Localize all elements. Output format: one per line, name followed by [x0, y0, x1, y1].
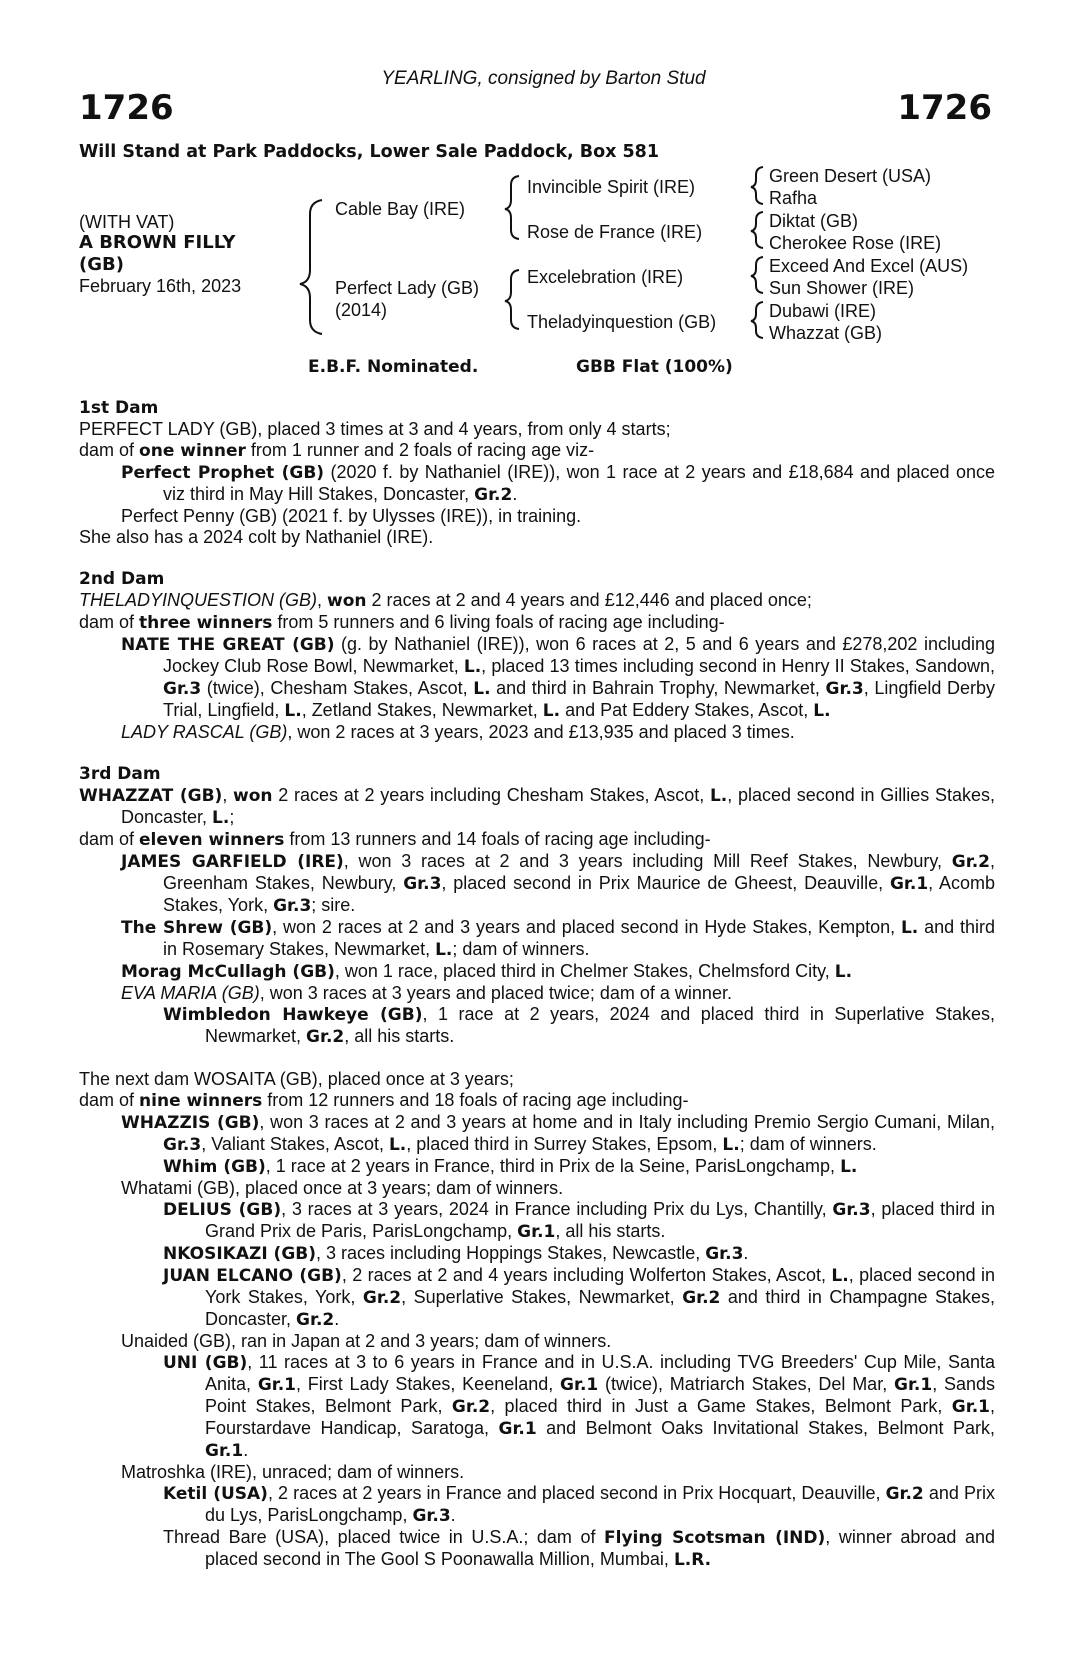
gen3-5: Exceed And Excel (AUS) [769, 256, 969, 276]
sire-sire: Invincible Spirit (IRE) [527, 177, 696, 197]
gbb-flat: GBB Flat (100%) [576, 357, 733, 377]
gen3-7: Dubawi (IRE) [769, 301, 877, 321]
paragraph: dam of three winners from 5 runners and 6 living foals of racing age including- [79, 612, 725, 633]
paragraph: She also has a 2024 colt by Nathaniel (IRE). [79, 527, 434, 547]
gen3-1: Green Desert (USA) [769, 166, 932, 186]
foaling-date: February 16th, 2023 [79, 276, 242, 296]
gen3-2: Rafha [769, 188, 818, 208]
gen3-8: Whazzat (GB) [769, 323, 883, 343]
dam-year: (2014) [335, 300, 388, 320]
section-2nd-dam: 2nd Dam [79, 569, 165, 589]
sire-dam: Rose de France (IRE) [527, 222, 703, 242]
vat-note: (WITH VAT) [79, 212, 175, 232]
lot-number-right: 1726 [897, 88, 992, 128]
section-1st-dam: 1st Dam [79, 398, 159, 418]
paragraph: dam of eleven winners from 13 runners and 14 foals of racing age including- [79, 829, 711, 850]
paragraph: Perfect Prophet (GB) (2020 f. by Nathaniel (IRE)), won 1 race at 2 years and £18,684 and placed once viz third in May Hill Stakes, Doncaster, Gr.2. [121, 462, 995, 505]
paragraph: dam of nine winners from 12 runners and 18 foals of racing age including- [79, 1090, 689, 1111]
paragraph: DELIUS (GB), 3 races at 3 years, 2024 in France including Prix du Lys, Chantilly, Gr.3, placed third in Grand Prix de Paris, ParisLongchamp, Gr.1, all his starts. [163, 1199, 995, 1242]
paragraph: NATE THE GREAT (GB) (g. by Nathaniel (IRE)), won 6 races at 2, 5 and 6 years and £278,202 including Jockey Club Rose Bowl, Newmarket, L., placed 13 times including second in Henry II Stakes, Sandown, Gr.3 (twice), Chesham Stakes, Ascot, L. and third in Bahrain Trophy, Newmarket, Gr.3, Lingfield Derby Trial, Lingfield, L., Zetland Stakes, Newmarket, L. and Pat Eddery Stakes, Ascot, L. [121, 634, 995, 721]
paragraph: The Shrew (GB), won 2 races at 2 and 3 years and placed second in Hyde Stakes, Kempton, L. and third in Rosemary Stakes, Newmarket, L.; dam of winners. [121, 917, 995, 960]
section-3rd-dam: 3rd Dam [79, 764, 161, 784]
paragraph: JUAN ELCANO (GB), 2 races at 2 and 4 years including Wolferton Stakes, Ascot, L., placed second in York Stakes, York, Gr.2, Superlative Stakes, Newmarket, Gr.2 and third in Champagne Stakes, Doncaster, Gr.2. [163, 1265, 995, 1330]
dam-sire: Excelebration (IRE) [527, 267, 684, 287]
paragraph: THELADYINQUESTION (GB), won 2 races at 2 and 4 years and £12,446 and placed once; [79, 590, 812, 611]
paragraph: Morag McCullagh (GB), won 1 race, placed third in Chelmer Stakes, Chelmsford City, L. [121, 961, 853, 982]
paragraph: dam of one winner from 1 runner and 2 foals of racing age viz- [79, 440, 595, 461]
paragraph: Thread Bare (USA), placed twice in U.S.A.; dam of Flying Scotsman (IND), winner abroad and placed second in The Gool S Poonawalla Million, Mumbai, L.R. [163, 1527, 996, 1570]
paragraph: UNI (GB), 11 races at 3 to 6 years in France and in U.S.A. including TVG Breeders' Cup Mile, Santa Anita, Gr.1, First Lady Stakes, Keeneland, Gr.1 (twice), Matriarch Stakes, Del Mar, Gr.1, Sands Point Stakes, Belmont Park, Gr.2, placed third in Just a Game Stakes, Belmont Park, Gr.1, Fourstardave Handicap, Saratoga, Gr.1 and Belmont Oaks Invitational Stakes, Belmont Park, Gr.1. [163, 1352, 996, 1461]
horse-name: A BROWN FILLY [79, 232, 236, 253]
consignment-line: YEARLING, consigned by Barton Stud [381, 68, 706, 89]
paragraph: The next dam WOSAITA (GB), placed once at 3 years; [79, 1069, 514, 1089]
paragraph: Wimbledon Hawkeye (GB), 1 race at 2 years, 2024 and placed third in Superlative Stakes, Newmarket, Gr.2, all his starts. [163, 1004, 995, 1047]
horse-name-country: (GB) [79, 254, 124, 275]
paragraph: Matroshka (IRE), unraced; dam of winners. [121, 1462, 465, 1482]
paragraph: WHAZZAT (GB), won 2 races at 2 years including Chesham Stakes, Ascot, L., placed second in Gillies Stakes, Doncaster, L.; [79, 785, 996, 828]
lot-number-left: 1726 [79, 88, 174, 128]
ebf-nomination: E.B.F. Nominated. [308, 357, 479, 377]
paragraph: Ketil (USA), 2 races at 2 years in France and placed second in Prix Hocquart, Deauville, Gr.2 and Prix du Lys, ParisLongchamp, Gr.3. [163, 1483, 995, 1526]
paragraph: PERFECT LADY (GB), placed 3 times at 3 and 4 years, from only 4 starts; [79, 419, 671, 439]
stand-location: Will Stand at Park Paddocks, Lower Sale Paddock, Box 581 [79, 142, 660, 162]
paragraph: Whatami (GB), placed once at 3 years; dam of winners. [121, 1178, 564, 1198]
paragraph: Whim (GB), 1 race at 2 years in France, third in Prix de la Seine, ParisLongchamp, L. [163, 1156, 858, 1177]
paragraph: LADY RASCAL (GB), won 2 races at 3 years, 2023 and £13,935 and placed 3 times. [121, 722, 795, 742]
paragraph: WHAZZIS (GB), won 3 races at 2 and 3 years at home and in Italy including Premio Sergio Cumani, Milan, Gr.3, Valiant Stakes, Ascot, L., placed third in Surrey Stakes, Epsom, L.; dam of winners. [121, 1112, 995, 1155]
gen3-4: Cherokee Rose (IRE) [769, 233, 942, 253]
gen3-6: Sun Shower (IRE) [769, 278, 915, 298]
paragraph: Unaided (GB), ran in Japan at 2 and 3 years; dam of winners. [121, 1331, 612, 1351]
paragraph: JAMES GARFIELD (IRE), won 3 races at 2 and 3 years including Mill Reef Stakes, Newbury, Gr.2, Greenham Stakes, Newbury, Gr.3, placed second in Prix Maurice de Gheest, Deauville, Gr.1, Acomb Stakes, York, Gr.3; sire. [121, 851, 995, 916]
sire: Cable Bay (IRE) [335, 199, 466, 219]
paragraph: EVA MARIA (GB), won 3 races at 3 years and placed twice; dam of a winner. [121, 983, 732, 1003]
dam: Perfect Lady (GB) [335, 278, 480, 298]
paragraph: NKOSIKAZI (GB), 3 races including Hoppings Stakes, Newcastle, Gr.3. [163, 1243, 749, 1264]
gen3-3: Diktat (GB) [769, 211, 859, 231]
dam-dam: Theladyinquestion (GB) [527, 312, 717, 332]
paragraph: Perfect Penny (GB) (2021 f. by Ulysses (IRE)), in training. [121, 506, 582, 526]
produce-record [79, 398, 995, 1571]
